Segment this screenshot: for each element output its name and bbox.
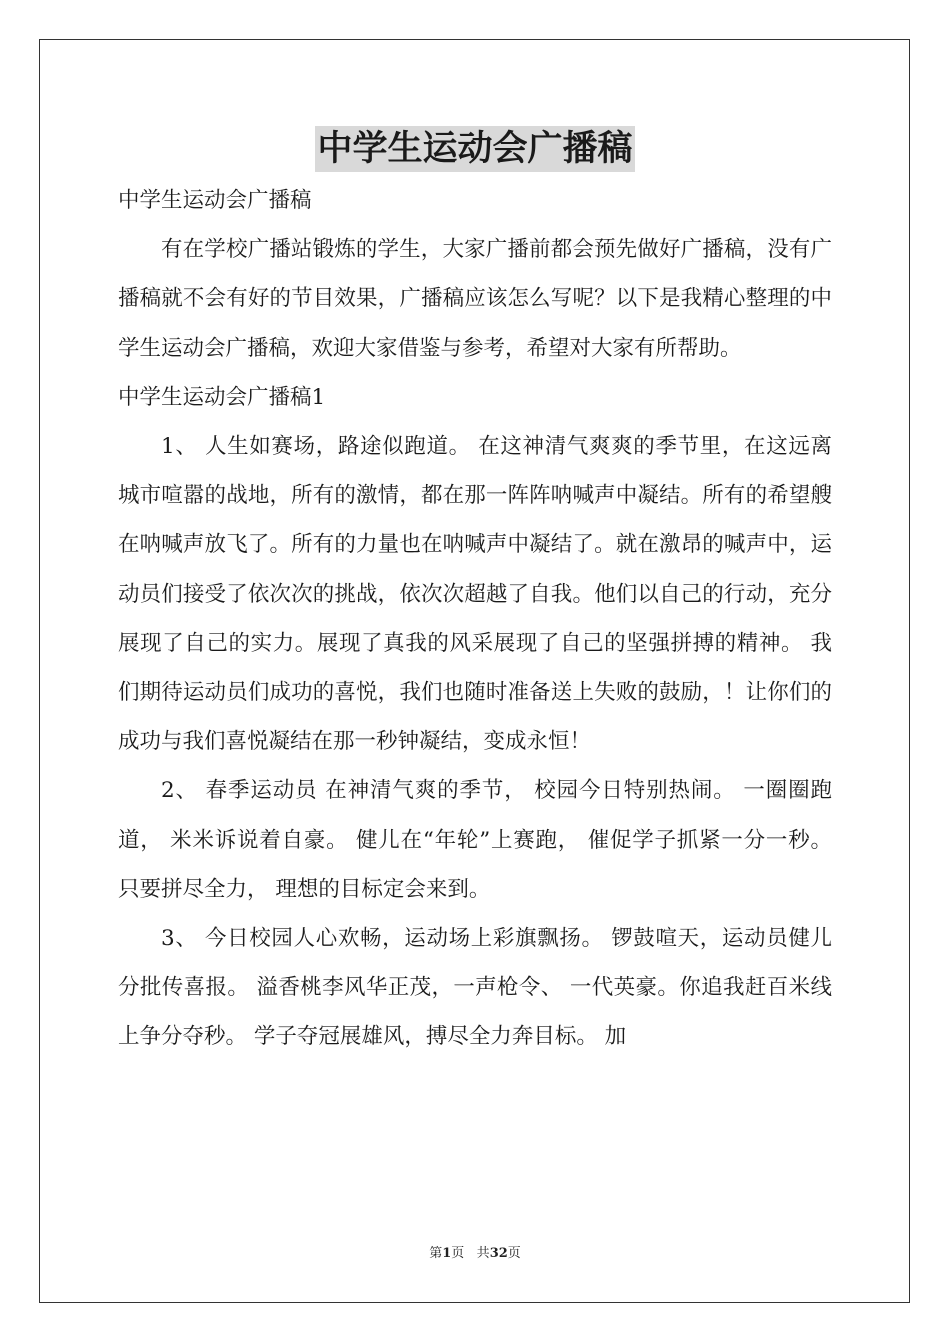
title-container	[0, 126, 950, 172]
total-suffix: 页	[507, 1246, 521, 1261]
total-prefix: 共	[476, 1246, 490, 1261]
document-body	[118, 176, 832, 1062]
section-heading: 中学生运动会广播稿1	[118, 384, 326, 410]
intro-paragraph: 有在学校广播站锻炼的学生，大家广播前都会预先做好广播稿，没有广播稿就不会有好的节目效果，广播稿应该怎么写呢？以下是我精心整理的中学生运动会广播稿，欢迎大家借鉴与参考，希望对大家有所帮助。	[118, 237, 832, 361]
page-number: 1	[442, 1246, 452, 1261]
page-footer	[0, 1244, 950, 1264]
page-suffix: 页	[451, 1246, 465, 1261]
document-subtitle: 中学生运动会广播稿	[118, 188, 312, 213]
body-paragraph-2: 2、 春季运动员 在神清气爽的季节， 校园今日特别热闹。 一圈圈跑道， 米米诉说着自豪。 健儿在“年轮”上赛跑， 催促学子抓紧一分一秒。 只要拼尽全力， 理想的目标定会来到。	[118, 778, 832, 902]
document-title: 中学生运动会广播稿	[315, 126, 634, 172]
page-prefix: 第	[429, 1246, 443, 1261]
total-pages: 32	[489, 1246, 508, 1261]
body-paragraph-3: 3、 今日校园人心欢畅，运动场上彩旗飘扬。 锣鼓喧天，运动员健儿分批传喜报。 溢香桃李风华正茂，一声枪令、 一代英豪。你追我赶百米线上争分夺秒。 学子夺冠展雄风，搏尽全力奔目标。 加	[118, 926, 832, 1050]
body-paragraph-1: 1、 人生如赛场，路途似跑道。 在这神清气爽爽的季节里，在这远离城市喧嚣的战地，所有的激情，都在那一阵阵呐喊声中凝结。所有的希望艘在呐喊声放飞了。所有的力量也在呐喊声中凝结了。就在激昂的喊声中，运动员们接受了依次次的挑战，依次次超越了自我。他们以自己的行动，充分展现了自己的实力。展现了真我的风采展现了自己的坚强拼搏的精神。 我们期待运动员们成功的喜悦，我们也随时准备送上失败的鼓励，！让你们的成功与我们喜悦凝结在那一秒钟凝结，变成永恒！	[118, 434, 832, 755]
